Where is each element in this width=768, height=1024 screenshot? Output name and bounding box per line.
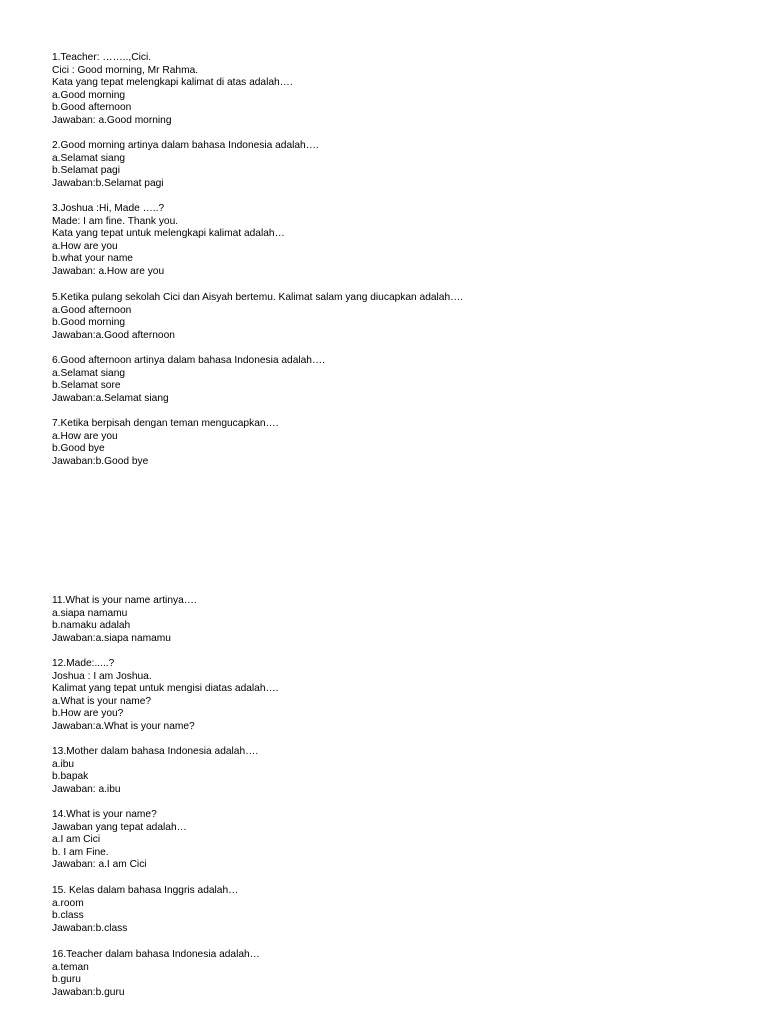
answer-line: Jawaban:a.What is your name? (52, 720, 195, 732)
question-block (52, 418, 279, 468)
instruction-line: Kalimat yang tepat untuk mengisi diatas adalah…. (52, 683, 279, 695)
question-block (52, 885, 238, 935)
answer-line: Jawaban: a.I am Cici (52, 859, 147, 871)
answer-line: Jawaban: a.ibu (52, 783, 121, 795)
option-b: b.guru (52, 974, 81, 986)
question-line: 14.What is your name? (52, 809, 157, 820)
option-b: b.Selamat sore (52, 380, 121, 392)
option-a: a.Selamat siang (52, 152, 126, 164)
answer-line: Jawaban:a.siapa namamu (52, 632, 171, 644)
answer-line: Jawaban: a.Good morning (52, 114, 172, 126)
option-a: a.How are you (52, 430, 118, 442)
option-a: a.I am Cici (52, 834, 101, 846)
question-block (52, 595, 197, 645)
option-b: b.Good afternoon (52, 102, 132, 114)
dialogue-line: Cici : Good morning, Mr Rahma. (52, 64, 199, 76)
question-block (52, 355, 325, 405)
option-b: b.what your name (52, 253, 133, 265)
dialogue-line: Made: I am fine. Thank you. (52, 215, 179, 227)
question-line: 7.Ketika berpisah dengan teman mengucapkan…. (52, 418, 279, 429)
option-a: a.ibu (52, 758, 75, 770)
question-block (52, 140, 319, 190)
question-block (52, 809, 187, 872)
option-a: a.siapa namamu (52, 607, 128, 619)
option-a: a.Good afternoon (52, 304, 132, 316)
option-a: a.Selamat siang (52, 367, 126, 379)
option-b: b.bapak (52, 771, 89, 783)
question-line: 1.Teacher: ……..,Cici. (52, 52, 152, 63)
answer-line: Jawaban:a.Good afternoon (52, 329, 175, 341)
option-b: b.Good morning (52, 317, 126, 329)
option-b: b.class (52, 910, 84, 922)
option-b: b.How are you? (52, 708, 124, 720)
answer-line: Jawaban:b.class (52, 922, 128, 934)
question-block (52, 746, 258, 796)
option-a: a.How are you (52, 240, 118, 252)
answer-line: Jawaban:a.Selamat siang (52, 392, 169, 404)
question-line: 6.Good afternoon artinya dalam bahasa Indonesia adalah…. (52, 355, 325, 366)
dialogue-line: Joshua : I am Joshua. (52, 670, 152, 682)
question-line: 3.Joshua :Hi, Made …..? (52, 203, 165, 214)
instruction-line: Kata yang tepat untuk melengkapi kalimat adalah… (52, 228, 285, 240)
question-line: 11.What is your name artinya…. (52, 595, 197, 606)
option-b: b.Good bye (52, 443, 105, 455)
option-a: a.Good morning (52, 89, 126, 101)
question-block (52, 292, 463, 342)
instruction-line: Jawaban yang tepat adalah… (52, 821, 187, 833)
answer-line: Jawaban:b.Selamat pagi (52, 177, 164, 189)
option-b: b. I am Fine. (52, 846, 109, 858)
answer-line: Jawaban: a.How are you (52, 265, 165, 277)
option-a: a.room (52, 897, 84, 909)
question-line: 12.Made:.....? (52, 658, 115, 669)
question-block (52, 203, 285, 279)
question-line: 2.Good morning artinya dalam bahasa Indonesia adalah…. (52, 140, 319, 151)
answer-line: Jawaban:b.guru (52, 986, 125, 998)
answer-line: Jawaban:b.Good bye (52, 455, 149, 467)
question-block (52, 52, 293, 128)
instruction-line: Kata yang tepat melengkapi kalimat di atas adalah…. (52, 77, 293, 89)
option-b: b.Selamat pagi (52, 165, 120, 177)
question-line: 13.Mother dalam bahasa Indonesia adalah…. (52, 746, 259, 757)
option-b: b.namaku adalah (52, 620, 131, 632)
question-line: 16.Teacher dalam bahasa Indonesia adalah… (52, 949, 260, 960)
option-a: a.What is your name? (52, 695, 152, 707)
question-line: 5.Ketika pulang sekolah Cici dan Aisyah bertemu. Kalimat salam yang diucapkan adalah…. (52, 292, 464, 303)
question-block (52, 949, 260, 999)
option-a: a.teman (52, 961, 89, 973)
question-line: 15. Kelas dalam bahasa Inggris adalah… (52, 885, 239, 896)
question-block (52, 658, 279, 734)
